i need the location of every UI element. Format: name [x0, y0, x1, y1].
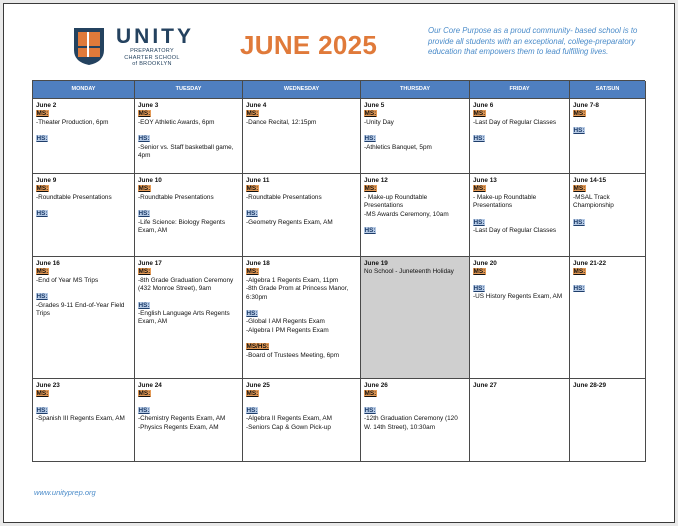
event-text: -End of Year MS Trips — [36, 276, 99, 284]
day-header-sat-sun: SAT/SUN — [570, 81, 646, 99]
ms-label: MS: — [246, 268, 259, 276]
event-text: -US History Regents Exam, AM — [473, 293, 563, 301]
event-text: -Spanish III Regents Exam, AM — [36, 415, 125, 423]
day-header-wednesday: WEDNESDAY — [243, 81, 361, 99]
day-date: June 2 — [36, 102, 57, 109]
day-date: June 18 — [246, 260, 270, 267]
day-date: June 12 — [364, 177, 388, 184]
event-text: -Theater Production, 6pm — [36, 118, 109, 126]
calendar-day-cell — [570, 99, 646, 174]
event-text: -Last Day of Regular Classes — [473, 227, 557, 235]
event-text: -MSAL Track Championship — [573, 193, 614, 210]
event-text: -Seniors Cap & Gown Pick-up — [246, 423, 331, 431]
day-date: June 3 — [138, 102, 159, 109]
ms-label: MS: — [246, 110, 259, 118]
hs-label: HS: — [246, 210, 258, 218]
hs-label: HS: — [573, 126, 585, 134]
day-date: June 25 — [246, 382, 270, 389]
event-text: -Algebra II Regents Exam, AM — [246, 415, 332, 423]
event-text: -8th Grade Prom at Princess Manor, 6:30pm — [246, 285, 349, 301]
day-date: June 5 — [364, 102, 385, 109]
hs-label: HS: — [473, 135, 485, 143]
calendar-day-cell — [361, 174, 470, 257]
hs-label: HS: — [364, 227, 376, 235]
event-text: - Make-up Roundtable Presentations — [364, 193, 428, 210]
calendar-day-cell — [470, 174, 570, 257]
day-date: June 7-8 — [573, 102, 599, 109]
ms-label: MS: — [138, 268, 151, 276]
day-date: June 20 — [473, 260, 497, 267]
hs-label: HS: — [138, 135, 150, 143]
ms-label: MS: — [36, 390, 49, 398]
calendar-day-cell — [361, 257, 470, 379]
calendar-day-cell — [470, 99, 570, 174]
hs-label: HS: — [364, 406, 376, 414]
ms-label: MS: — [36, 110, 49, 118]
hs-label: HS: — [246, 406, 258, 414]
logo-subtitle-3: of BROOKLYN — [132, 61, 172, 67]
day-date: June 24 — [138, 382, 162, 389]
day-date: June 11 — [246, 177, 270, 184]
hs-label: HS: — [36, 406, 48, 414]
ms-label: MS: — [573, 185, 586, 193]
ms-label: MS: — [138, 185, 151, 193]
logo-subtitle-2: CHARTER SCHOOL — [124, 54, 180, 61]
calendar-day-cell — [33, 174, 135, 257]
month-title: JUNE 2025 — [240, 30, 378, 60]
calendar-day-cell — [243, 379, 361, 462]
day-header-monday: MONDAY — [33, 81, 135, 99]
ms-label: MS: — [246, 185, 259, 193]
event-text: -Last Day of Regular Classes — [473, 118, 557, 126]
ms-label: MS: — [36, 185, 49, 193]
ms-label: MS: — [364, 110, 377, 118]
calendar-day-cell — [470, 379, 570, 462]
event-text: -Physics Regents Exam, AM — [138, 423, 219, 431]
event-text: -Algebra I PM Regents Exam — [246, 326, 329, 334]
event-text: -Dance Recital, 12:15pm — [246, 118, 317, 126]
core-purpose-statement: Our Core Purpose as a proud community- based school is to provide all students with an exceptional, college-preparatory education that empowers them to lead fulfilling lives. — [428, 26, 638, 57]
day-date: June 28-29 — [573, 382, 607, 389]
day-date: June 21-22 — [573, 260, 607, 267]
calendar-day-cell — [361, 379, 470, 462]
ms-label: MS: — [364, 185, 377, 193]
hs-label: HS: — [36, 135, 48, 143]
calendar-day-cell — [33, 99, 135, 174]
hs-label: HS: — [36, 293, 48, 301]
calendar-page — [3, 3, 675, 523]
calendar-day-cell — [570, 379, 646, 462]
day-date: June 16 — [36, 260, 60, 267]
logo-wordmark: UNITY — [116, 25, 194, 48]
day-date: June 6 — [473, 102, 494, 109]
event-text: -12th Graduation Ceremony (120 W. 14th Street), 10:30am — [364, 415, 458, 431]
day-header-thursday: THURSDAY — [361, 81, 470, 99]
school-logo — [72, 26, 202, 72]
day-header-tuesday: TUESDAY — [135, 81, 243, 99]
ms-label: MS: — [246, 390, 259, 398]
day-date: June 17 — [138, 260, 162, 267]
calendar-day-cell — [470, 257, 570, 379]
hs-label: HS: — [138, 406, 150, 414]
ms-label: MS: — [364, 390, 377, 398]
calendar-day-cell — [243, 257, 361, 379]
day-date: June 19 — [364, 260, 388, 267]
calendar-day-cell — [243, 99, 361, 174]
calendar-day-cell — [135, 257, 243, 379]
event-text: -Chemistry Regents Exam, AM — [138, 415, 226, 423]
hs-label: HS: — [573, 218, 585, 226]
ms-label: MS: — [138, 110, 151, 118]
day-date: June 4 — [246, 102, 267, 109]
hs-label: HS: — [473, 284, 485, 292]
event-text: -8th Grade Graduation Ceremony (432 Monroe Street), 9am — [138, 276, 234, 293]
event-text: -Board of Trustees Meeting, 6pm — [246, 351, 340, 359]
event-text: -EOY Athletic Awards, 6pm — [138, 118, 215, 126]
event-text: -Geometry Regents Exam, AM — [246, 218, 333, 226]
day-date: June 13 — [473, 177, 497, 184]
day-header-friday: FRIDAY — [470, 81, 570, 99]
calendar-day-cell — [33, 379, 135, 462]
hs-label: HS: — [138, 301, 150, 309]
ms-label: MS: — [36, 268, 49, 276]
event-text: -Senior vs. Staff basketball game, 4pm — [138, 143, 234, 160]
holiday-note: No School - Juneteenth Holiday — [364, 268, 454, 276]
calendar-day-cell — [361, 99, 470, 174]
day-date: June 23 — [36, 382, 60, 389]
ms-label: MS: — [138, 390, 151, 398]
hs-label: HS: — [138, 210, 150, 218]
calendar-grid — [32, 80, 645, 462]
ms-hs-label: MS/HS: — [246, 343, 269, 351]
day-date: June 9 — [36, 177, 57, 184]
calendar-day-cell — [135, 99, 243, 174]
calendar-day-cell — [135, 174, 243, 257]
event-text: -Grades 9-11 End-of-Year Field Trips — [36, 301, 125, 318]
event-text: -Roundtable Presentations — [36, 193, 112, 201]
calendar-day-cell — [570, 257, 646, 379]
hs-label: HS: — [573, 284, 585, 292]
hs-label: HS: — [473, 218, 485, 226]
calendar-day-cell — [570, 174, 646, 257]
event-text: -Athletics Banquet, 5pm — [364, 143, 432, 151]
day-date: June 10 — [138, 177, 162, 184]
website-link[interactable]: www.unityprep.org — [34, 488, 96, 497]
event-text: -MS Awards Ceremony, 10am — [364, 210, 449, 218]
event-text: -Roundtable Presentations — [246, 193, 322, 201]
unity-shield-icon — [72, 26, 106, 66]
ms-label: MS: — [473, 110, 486, 118]
ms-label: MS: — [473, 185, 486, 193]
ms-label: MS: — [573, 110, 586, 118]
event-text: -Roundtable Presentations — [138, 193, 214, 201]
event-text: -Unity Day — [364, 118, 394, 126]
event-text: -Global I AM Regents Exam — [246, 318, 325, 326]
calendar-day-cell — [33, 257, 135, 379]
event-text: -English Language Arts Regents Exam, AM — [138, 310, 230, 326]
hs-label: HS: — [36, 210, 48, 218]
event-text: - Make-up Roundtable Presentations — [473, 193, 537, 210]
hs-label: HS: — [246, 310, 258, 318]
event-text: -Algebra 1 Regents Exam, 11pm — [246, 276, 339, 284]
event-text: -Life Science: Biology Regents Exam, AM — [138, 218, 226, 235]
ms-label: MS: — [473, 268, 486, 276]
calendar-day-cell — [243, 174, 361, 257]
ms-label: MS: — [573, 268, 586, 276]
hs-label: HS: — [364, 135, 376, 143]
day-date: June 14-15 — [573, 177, 607, 184]
day-date: June 27 — [473, 382, 497, 389]
logo-subtitle-1: PREPARATORY — [130, 48, 174, 54]
calendar-day-cell — [135, 379, 243, 462]
day-date: June 26 — [364, 382, 388, 389]
